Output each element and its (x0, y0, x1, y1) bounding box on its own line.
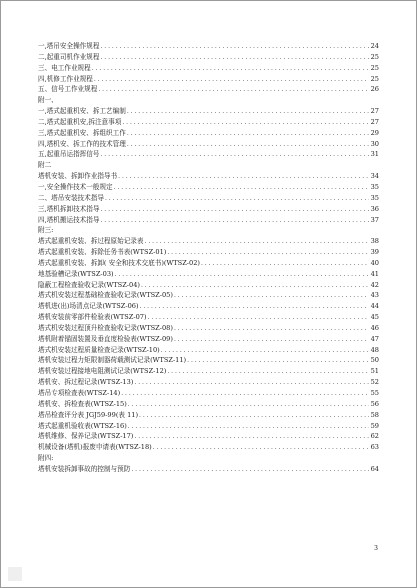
toc-entry[interactable] (38, 139, 379, 150)
dot-leader (118, 171, 369, 182)
toc-entry[interactable] (38, 52, 379, 63)
toc-entry-title: 二、塔吊安装技术指导 (38, 193, 104, 202)
toc-section-heading: 附三: (38, 226, 54, 235)
toc-entry-title: 四,塔机安、拆工作的技术管理 (38, 139, 126, 148)
toc-entry[interactable] (38, 258, 379, 269)
toc-entry[interactable] (38, 345, 379, 356)
toc-entry-page: 36 (370, 204, 379, 213)
toc-entry[interactable] (38, 431, 379, 442)
toc-entry-page: 27 (370, 107, 379, 116)
toc-entry-page: 64 (370, 464, 379, 473)
toc-entry[interactable] (38, 215, 379, 226)
dot-leader (131, 464, 369, 475)
toc-entry-page: 27 (370, 117, 379, 126)
toc-entry-page: 41 (370, 269, 379, 278)
toc-entry-page: 56 (370, 399, 379, 408)
toc-entry-page: 52 (370, 378, 379, 387)
toc-entry-title: 塔式起重机验收表(WTSZ-16) (38, 421, 127, 430)
dot-leader (153, 442, 369, 453)
dot-leader (141, 280, 369, 291)
toc-entry[interactable] (38, 236, 379, 247)
corner-mark (8, 567, 22, 581)
toc-entry-title: 塔机安装前零部件检验表(WTSZ-07) (38, 313, 147, 322)
toc-section-heading: 附四: (38, 454, 54, 463)
toc-entry[interactable] (38, 334, 379, 345)
dot-leader (174, 334, 369, 345)
toc-entry-title: 塔机安装过程力矩限制器荷载测试记录(WTSZ-11) (38, 356, 187, 365)
toc-entry-title: 三,塔式起重机安、拆组织工作 (38, 128, 126, 137)
toc-entry[interactable] (38, 106, 379, 117)
dot-leader (115, 269, 369, 280)
toc-entry[interactable] (38, 63, 379, 74)
toc-entry-title: 塔式机安装过程质量检查记录(WTSZ-10) (38, 345, 160, 354)
toc-entry-title: 塔机安、拆检查表(WTSZ-15) (38, 399, 127, 408)
toc-entry-title: 四,机修工作业规程 (38, 74, 93, 83)
toc-entry-page: 35 (370, 182, 379, 191)
toc-entry-page: 40 (370, 258, 379, 267)
toc-entry-page: 46 (370, 323, 379, 332)
toc-entry-title: 一,安全操作技术一般规定 (38, 182, 113, 191)
toc-entry[interactable] (38, 117, 379, 128)
dot-leader (140, 301, 369, 312)
toc-entry[interactable] (38, 464, 379, 475)
toc-section-heading: 附一、 (38, 96, 58, 105)
toc-entry[interactable] (38, 149, 379, 160)
toc-entry[interactable] (38, 171, 379, 182)
toc-entry-title: 塔机安装、拆卸作业指导书 (38, 172, 118, 181)
dot-leader (98, 84, 369, 95)
toc-entry-title: 塔机安、拆过程记录(WTSZ-13) (38, 378, 134, 387)
toc-entry-page: 39 (370, 248, 379, 257)
dot-leader (100, 149, 369, 160)
toc-entry-title: 塔机附着锚固装置及垂直度检验表(WTSZ-09) (38, 334, 173, 343)
toc-entry-page: 42 (370, 280, 379, 289)
toc-entry-page: 43 (370, 291, 379, 300)
dot-leader (127, 139, 369, 150)
toc-entry[interactable] (38, 355, 379, 366)
dot-leader (100, 215, 369, 226)
toc-entry-page: 24 (370, 42, 379, 50)
toc-entry-title: 塔吊检查评分表 JGJ59-99(表 11) (38, 410, 139, 419)
toc-entry[interactable] (38, 442, 379, 453)
toc-entry-page: 55 (370, 389, 379, 397)
toc-entry-page: 51 (370, 367, 379, 376)
toc-entry[interactable] (38, 399, 379, 410)
dot-leader (114, 182, 369, 193)
toc-entry-title: 机械设备(塔机)报废申请表(WTSZ-18) (38, 443, 152, 452)
toc-entry-page: 25 (370, 52, 379, 61)
toc-entry-title: 隐蔽工程检查验收记录(WTSZ-04) (38, 280, 140, 289)
toc-entry-page: 25 (370, 74, 379, 83)
toc-entry-page: 63 (370, 443, 379, 452)
dot-leader (121, 388, 369, 399)
toc-entry[interactable] (38, 84, 379, 95)
toc-entry-title: 塔机安装过程接地电阻测试记录(WTSZ-12) (38, 367, 167, 376)
dot-leader (145, 236, 370, 247)
dot-leader (174, 290, 369, 301)
toc-entry[interactable] (38, 410, 379, 421)
toc-entry-title: 一,塔吊安全操作规程 (38, 42, 100, 50)
dot-leader (161, 345, 369, 356)
toc-entry-page: 25 (370, 63, 379, 72)
toc-entry-page: 38 (370, 237, 379, 246)
toc-entry-title: 塔式机安装过程基础检查验收记录(WTSZ-05) (38, 291, 173, 300)
toc-entry[interactable] (38, 323, 379, 334)
toc-entry-title: 五,起重吊运指挥信号 (38, 150, 100, 159)
toc-entry[interactable] (38, 280, 379, 291)
dot-leader (94, 74, 369, 85)
toc-entry-page: 30 (370, 139, 379, 148)
toc-entry[interactable] (38, 182, 379, 193)
toc-entry[interactable] (38, 247, 379, 258)
toc-entry-page: 48 (370, 345, 379, 354)
toc-entry-title: 塔吊专项检查表(WTSZ-14) (38, 389, 121, 397)
toc-entry[interactable] (38, 193, 379, 204)
toc-entry-page: 59 (370, 421, 379, 430)
toc-entry[interactable] (38, 41, 379, 52)
dot-leader (139, 410, 369, 421)
dot-leader (174, 323, 369, 334)
toc-entry[interactable] (38, 366, 379, 377)
toc-entry-title: 五、信号工作业规程 (38, 85, 98, 94)
toc-entry-page: 31 (370, 150, 379, 159)
dot-leader (187, 355, 369, 366)
toc-entry-title: 四,塔机搬运技术指导 (38, 215, 100, 224)
toc-entry-title: 塔机进(出)场清点记录(WTSZ-06) (38, 302, 139, 311)
toc-entry-page: 62 (370, 432, 379, 441)
dot-leader (100, 204, 369, 215)
toc-entry[interactable] (38, 421, 379, 432)
toc-entry[interactable] (38, 388, 379, 399)
toc-entry-title: 一,塔式起重机安、拆工艺编制 (38, 107, 126, 116)
toc-entry-title: 塔式起重机安装、拆卸( 安全和技术交底书)(WTSZ-02) (38, 258, 200, 267)
toc-entry-page: 29 (370, 128, 379, 137)
dot-leader (134, 377, 369, 388)
dot-leader (201, 258, 369, 269)
dot-leader (167, 366, 369, 377)
toc-entry-page: 47 (370, 334, 379, 343)
dot-leader (92, 63, 369, 74)
toc-entry-page: 34 (370, 172, 379, 181)
toc-entry[interactable] (38, 74, 379, 85)
toc-entry-title: 二,起重司机作业规程 (38, 52, 100, 61)
toc-entry-page: 58 (370, 410, 379, 419)
dot-leader (100, 41, 369, 52)
dot-leader (148, 312, 369, 323)
dot-leader (105, 193, 369, 204)
toc-entry-page: 45 (370, 313, 379, 322)
toc-entry-title: 三、电工作业规程 (38, 63, 91, 72)
toc-entry-page: 35 (370, 193, 379, 202)
toc-entry[interactable] (38, 312, 379, 323)
toc-entry[interactable] (38, 128, 379, 139)
dot-leader (167, 247, 369, 258)
toc-entry[interactable] (38, 269, 379, 280)
toc-entry[interactable] (38, 204, 379, 215)
dot-leader (128, 421, 369, 432)
toc-entry-page: 37 (370, 215, 379, 224)
toc-entry-title: 地基验槽记录(WTSZ-03) (38, 269, 114, 278)
toc-entry-title: 三,塔机拆卸技术指导 (38, 204, 100, 213)
toc-entry[interactable] (38, 301, 379, 312)
toc-entry-title: 塔式机安装过程顶升检查验收记录(WTSZ-08) (38, 323, 173, 332)
dot-leader (127, 106, 369, 117)
toc-entry[interactable] (38, 290, 379, 301)
toc-entry-title: 塔机维修、保养记录(WTSZ-17) (38, 432, 134, 441)
dot-leader (127, 128, 369, 139)
toc-entry-title: 塔式起重机安装、拆过程原始记录表 (38, 237, 144, 246)
toc-entry-title: 塔机安装拆卸事故的控制与预防 (38, 464, 131, 473)
page-number: 3 (374, 545, 378, 552)
dot-leader (134, 431, 369, 442)
toc-entry-page: 44 (370, 302, 379, 311)
toc-entry-title: 塔式起重机安装、拆除任务书表(WTSZ-01) (38, 248, 167, 257)
dot-leader (128, 399, 369, 410)
toc-section-heading: 附二 (38, 161, 52, 170)
toc-entry-page: 26 (370, 85, 379, 94)
toc-entry-title: 二,塔式起重机安,拆注意事项 (38, 117, 122, 126)
toc-entry[interactable] (38, 377, 379, 388)
dot-leader (122, 117, 369, 128)
table-of-contents (38, 41, 379, 475)
toc-entry-page: 50 (370, 356, 379, 365)
dot-leader (100, 52, 369, 63)
